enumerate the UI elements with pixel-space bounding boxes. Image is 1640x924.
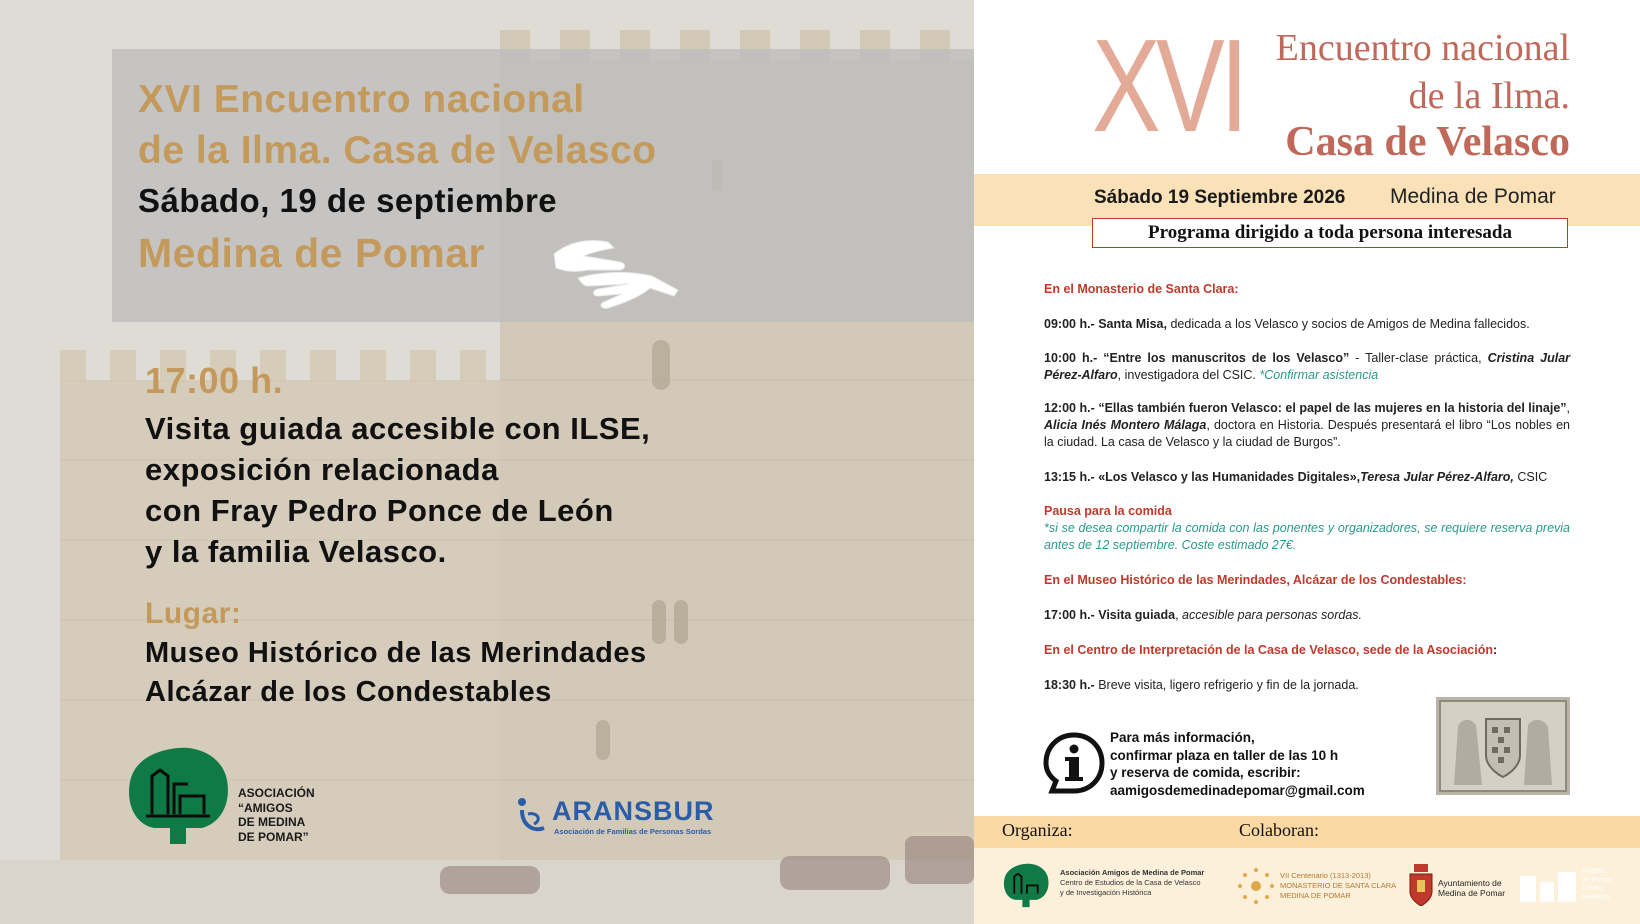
event-1200-person: Alicia Inés Montero Málaga xyxy=(1044,418,1207,432)
asociacion-tree-logo xyxy=(126,744,230,846)
aransbur-subtitle: Asociación de Familias de Personas Sordas xyxy=(554,827,712,836)
poster-numeral: XVI xyxy=(1092,12,1244,159)
info-line3: y reserva de comida, escribir: xyxy=(1110,765,1301,780)
section-museo: En el Museo Histórico de las Merindades, Alcázar de los Condestables: xyxy=(1044,573,1467,587)
organizer-text xyxy=(1060,868,1204,898)
event-1000-person: Cristina Jular Pérez-Alfaro xyxy=(1044,351,1571,382)
info-email[interactable]: aamigosdemedinadepomar@gmail.com xyxy=(1110,782,1365,798)
left-place: Medina de Pomar xyxy=(138,230,485,276)
event-1315-desc: CSIC xyxy=(1517,470,1548,484)
centro-line4: Histórico xyxy=(1582,893,1610,901)
left-desc-line1: Visita guiada accesible con ILSE, xyxy=(145,411,651,446)
asociacion-line3: DE MEDINA xyxy=(238,815,306,829)
organiza-label: Organiza: xyxy=(1002,820,1073,840)
poster-city: Medina de Pomar xyxy=(1390,185,1556,208)
asociacion-line4: DE POMAR” xyxy=(238,829,309,844)
left-title-line1: XVI Encuentro nacional xyxy=(138,78,585,121)
left-desc-line4: y la familia Velasco. xyxy=(145,534,447,569)
ayuntamiento-line1: Ayuntamiento de xyxy=(1438,878,1502,888)
event-1315 xyxy=(1044,469,1570,486)
left-lugar-line1: Museo Histórico de las Merindades xyxy=(145,637,647,669)
centro-historico-logo-icon xyxy=(1520,868,1582,902)
organizer-tree-logo xyxy=(1002,862,1050,908)
event-0900-desc: dedicada a los Velasco y socios de Amigos de Medina fallecidos. xyxy=(1170,317,1530,331)
organizer-sub1: Centro de Estudios de la Casa de Velasco xyxy=(1060,878,1201,887)
colaboran-label: Colaboran: xyxy=(1239,820,1319,840)
section-centro-colon: : xyxy=(1493,643,1498,657)
poster-title-line2: de la Ilma. xyxy=(1408,75,1570,117)
left-lugar-line2: Alcázar de los Condestables xyxy=(145,676,552,708)
info-text xyxy=(1110,729,1365,799)
event-1315-time: 13:15 h.- xyxy=(1044,470,1095,484)
programa-box xyxy=(1092,218,1568,248)
event-1000 xyxy=(1044,350,1570,384)
centro-line3: Centro xyxy=(1582,885,1604,892)
event-1000-note: *Confirmar asistencia xyxy=(1259,368,1379,382)
left-desc-line2: exposición relacionada xyxy=(145,452,499,487)
section-centro-text: En el Centro de Interpretación de la Casa de Velasco, sede de la Asociación xyxy=(1044,643,1494,657)
organizer-title: Asociación Amigos de Medina de Pomar xyxy=(1060,868,1205,877)
monasterio-logo-text xyxy=(1280,871,1396,901)
left-lugar-label: Lugar: xyxy=(145,597,242,630)
left-title-line2: de la Ilma. Casa de Velasco xyxy=(138,129,657,172)
hands-icon xyxy=(548,232,682,314)
asociacion-text xyxy=(238,786,315,844)
pausa-note: *si se desea compartir la comida con las ponentes y organizadores, se requiere reserva previa antes de 12 septiembre. Coste estimado 27€. xyxy=(1044,521,1570,552)
programa-text: Programa dirigido a toda persona interesada xyxy=(1148,222,1512,243)
event-0900 xyxy=(1044,316,1570,333)
aransbur-name: ARANSBUR xyxy=(552,796,715,826)
coat-of-arms-relief-image xyxy=(1436,697,1570,795)
info-icon xyxy=(1042,731,1106,795)
event-1700-desc: accesible para personas sordas. xyxy=(1182,608,1363,622)
monasterio-line3: MEDINA DE POMAR xyxy=(1280,891,1351,900)
pausa-title: Pausa para la comida xyxy=(1044,504,1172,518)
poster-title-line1: Encuentro nacional xyxy=(1275,27,1570,69)
event-0900-time: 09:00 h.- xyxy=(1044,317,1095,331)
info-line2: confirmar plaza en taller de las 10 h xyxy=(1110,747,1339,763)
left-time: 17:00 h. xyxy=(145,360,284,401)
event-1000-title: “Entre los manuscritos de los Velasco” xyxy=(1103,351,1350,365)
event-1700-time: 17:00 h.- xyxy=(1044,608,1095,622)
event-1700-title: Visita guiada xyxy=(1098,608,1176,622)
left-desc-line3: con Fray Pedro Ponce de León xyxy=(145,493,614,528)
event-1700: 17:00 h.- Visita guiada, accesible para personas sordas. xyxy=(1044,608,1363,622)
event-1830-time: 18:30 h.- xyxy=(1044,678,1095,692)
event-1000-time: 10:00 h.- xyxy=(1044,351,1098,365)
event-1830 xyxy=(1044,677,1570,694)
poster-date: Sábado 19 Septiembre 2026 xyxy=(1094,187,1346,208)
centro-line2: de Pomar xyxy=(1582,876,1613,884)
section-santa-clara: En el Monasterio de Santa Clara: xyxy=(1044,282,1239,296)
event-1200-title: “Ellas también fueron Velasco: el papel de las mujeres en la historia del linaje” xyxy=(1098,401,1567,415)
monasterio-line1: VII Centenario (1313-2013) xyxy=(1280,871,1371,880)
centro-historico-text xyxy=(1582,868,1612,902)
section-centro xyxy=(1044,642,1570,659)
organizer-sub2: y de Investigación Histórica xyxy=(1060,888,1152,897)
event-1315-person: Teresa Jular Pérez-Alfaro, xyxy=(1360,470,1514,484)
right-panel-poster xyxy=(974,0,1640,924)
asociacion-line2: “AMIGOS xyxy=(238,800,293,815)
ayuntamiento-text xyxy=(1438,878,1505,898)
asociacion-line1: ASOCIACIÓN xyxy=(238,786,315,800)
aransbur-icon xyxy=(514,796,548,836)
event-1000-desc2: , investigadora del CSIC. xyxy=(1117,368,1256,382)
event-1000-desc: - Taller-clase práctica, xyxy=(1355,351,1482,365)
ayuntamiento-line2: Medina de Pomar xyxy=(1438,888,1506,898)
ayuntamiento-shield-icon xyxy=(1408,864,1434,906)
centro-line1: Medina xyxy=(1582,868,1605,875)
event-1200: 12:00 h.- “Ellas también fueron Velasco: el papel de las mujeres en la historia del linaje”, Alicia Inés Montero Málaga, doctora en Historia. Después presentará el libro “Los nobles en la ciudad. La casa de Velasco y la ciudad de Burgos”. xyxy=(1044,401,1571,449)
sun-logo-icon xyxy=(1236,866,1276,906)
monasterio-line2: MONASTERIO DE SANTA CLARA xyxy=(1280,881,1397,890)
event-1315-title: «Los Velasco y las Humanidades Digitales», xyxy=(1098,470,1361,484)
event-1200-desc: , doctora en Historia. Después presentará el libro “Los nobles en la ciudad. La casa de Velasco y la ciudad de Burgos”. xyxy=(1044,418,1570,449)
event-0900-title: Santa Misa, xyxy=(1098,317,1167,331)
poster-title-line3: Casa de Velasco xyxy=(1285,119,1570,165)
event-1830-desc: Breve visita, ligero refrigerio y fin de la jornada. xyxy=(1098,678,1359,692)
event-1200-time: 12:00 h.- xyxy=(1044,401,1095,415)
left-date: Sábado, 19 de septiembre xyxy=(138,182,558,219)
info-line1: Para más información, xyxy=(1110,730,1255,745)
